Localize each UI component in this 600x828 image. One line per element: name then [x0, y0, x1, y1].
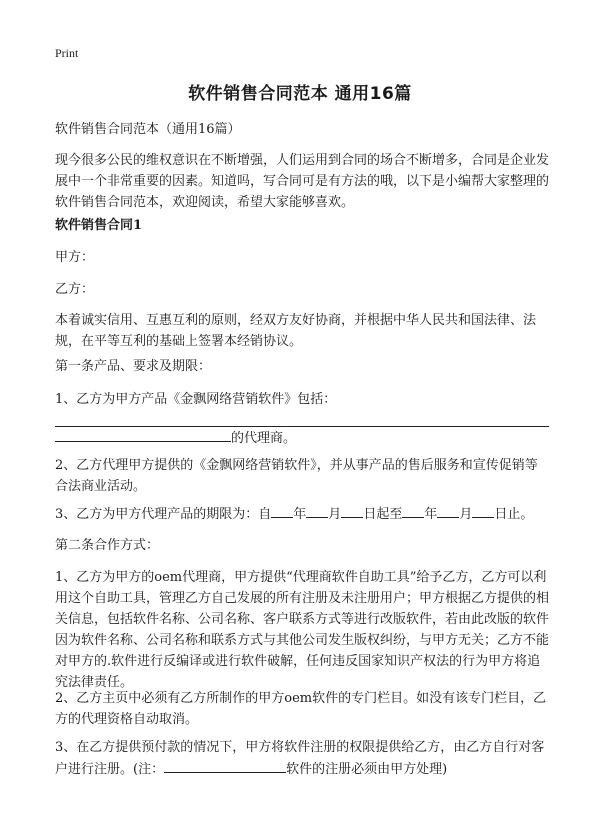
intro-paragraph: 现今很多公民的维权意识在不断增强，人们运用到合同的场合不断增多，合同是企业发展中一个非常重要的因素。知道吗，写合同可是有方法的哦，以下是小编帮大家整理的软件销售合同范本，欢迎阅读，希望大家能够喜欢。 — [55, 153, 550, 210]
document-subtitle: 软件销售合同范本（通用16篇） — [55, 122, 241, 137]
article-1-item-1-text: 1、乙方为甲方产品《金飘网络营销软件》包括： — [55, 392, 337, 407]
article-1-item-1 — [55, 389, 549, 449]
article-2-item-1: 1、乙方为甲方的oem代理商，甲方提供“代理商软件自助工具”给予乙方，乙方可以利用这个自助工具，管理乙方自己发展的所有注册及未注册用户；甲方根据乙方提供的相关信息，包括软件名称、公司名称、客户联系方式等进行改版软件，若由此改版的软件因为软件名称、公司名称和联系方式与其他公司发生版权纠纷，与甲方无关；乙方不能对甲方的.软件进行反编译或进行软件破解，任何违反国家知识产权法的行为甲方将追究法律责任。 — [55, 570, 550, 690]
product-blank-line — [55, 410, 549, 427]
start-day-label: 日起至 — [363, 507, 403, 522]
party-a-line: 甲方： — [55, 250, 95, 265]
end-year-label: 年 — [424, 507, 438, 522]
print-label[interactable]: Print — [55, 46, 79, 60]
term-label: 3、乙方为甲方代理产品的期限为：自 — [55, 507, 272, 522]
article-2-item-2: 2、乙方主页中必须有乙方所制作的甲方oem软件的专门栏目。如没有该专门栏目，乙方的代理资格自动取消。 — [55, 691, 547, 727]
party-b-line: 乙方： — [55, 282, 95, 297]
end-year-blank — [402, 503, 424, 518]
product-blank-short — [55, 427, 231, 442]
article-2-item-3 — [55, 737, 549, 780]
section-heading: 软件销售合同1 — [55, 218, 143, 233]
article-1-item-2: 2、乙方代理甲方提供的《金飘网络营销软件》，并从事产品的售后服务和宣传促销等合法商业活动。 — [55, 458, 538, 494]
article-2-title: 第二条合作方式： — [55, 538, 160, 553]
article-1-item-1-suffix: 的代理商。 — [231, 431, 297, 446]
start-year-label: 年 — [293, 507, 307, 522]
start-month-blank — [306, 503, 328, 518]
end-month-blank — [437, 503, 459, 518]
registration-blank — [164, 758, 286, 773]
end-month-label: 月 — [459, 507, 473, 522]
end-day-blank — [472, 503, 494, 518]
article-1-title: 第一条产品、要求及期限： — [55, 359, 212, 374]
end-day-label: 日止。 — [494, 507, 534, 522]
preamble-paragraph: 本着诚实信用、互惠互利的原则，经双方友好协商，并根据中华人民共和国法律、法规，在平等互利的基础上签署本经销协议。 — [55, 313, 537, 349]
article-2-item-3-text: 3、在乙方提供预付款的情况下，甲方将软件注册的权限提供给乙方，由乙方自行对客户进行注册。(注： — [55, 740, 545, 777]
document-title: 软件销售合同范本 通用16篇 — [188, 84, 412, 104]
article-1-item-3 — [55, 503, 549, 525]
article-2-item-3-suffix: 软件的注册必须由甲方处理) — [286, 762, 448, 777]
start-year-blank — [271, 503, 293, 518]
start-month-label: 月 — [328, 507, 342, 522]
start-day-blank — [341, 503, 363, 518]
